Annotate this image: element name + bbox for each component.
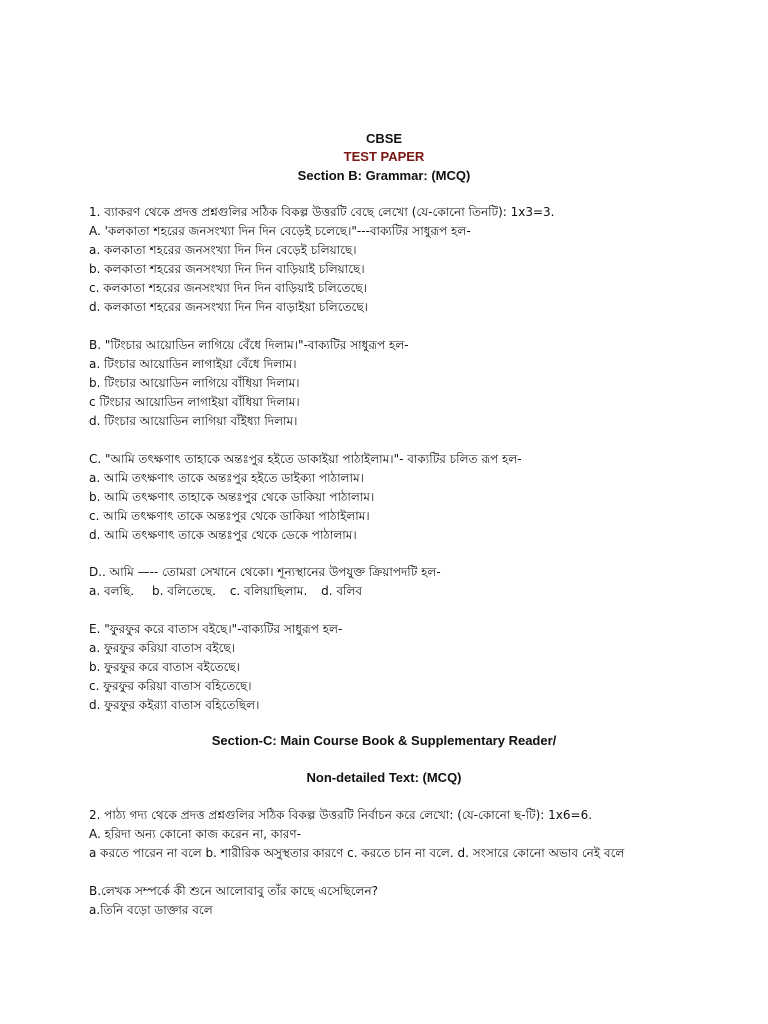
q1-a-option-b: b. কলকাতা শহরের জনসংখ্যা দিন দিন বাড়িয়াই চলিয়াছে। xyxy=(89,262,365,276)
q1-c-option-a: a. আমি তৎক্ষণাৎ তাকে অন্তঃপুর হইতে ডাইক্যা পাঠালাম। xyxy=(89,471,364,485)
question-2-b xyxy=(89,882,749,920)
question-1-intro: 1. ব্যাকরণ থেকে প্রদত্ত প্রশ্নগুলির সঠিক বিকল্প উত্তরটি বেছে লেখো (যে-কোনো তিনটি): 1x3=3. xyxy=(89,205,555,219)
q1-b-option-b: b. টিংচার আয়োডিন লাগিয়ে বাঁধিয়া দিলাম। xyxy=(89,376,300,390)
q1-b-option-d: d. টিংচার আয়োডিন লাগিয়া বাঁইধ্যা দিলাম। xyxy=(89,414,298,428)
header-cbse: CBSE xyxy=(365,131,403,146)
q1-d-question: D.. আমি —-- তোমরা সেখানে থেকো। শূন্যস্থানের উপযুক্ত ক্রিয়াপদটি হল- xyxy=(89,565,441,579)
question-1-c xyxy=(89,450,749,545)
q2-a-question: A. হরিদা অন্য কোনো কাজ করেন না, কারণ- xyxy=(89,827,301,841)
q1-c-question: C. "আমি তৎক্ষণাৎ তাহাকে অন্তঃপুর হইতে ডাকাইয়া পাঠাইলাম।"- বাক্যটির চলিত রূপ হল- xyxy=(89,452,522,466)
q1-a-option-c: c. কলকাতা শহরের জনসংখ্যা দিন দিন বাড়িয়াই চলিতেছে। xyxy=(89,281,367,295)
question-2-intro: 2. পাঠ্য গদ্য থেকে প্রদত্ত প্রশ্নগুলির সঠিক বিকল্প উত্তরটি নির্বাচন করে লেখো: (যে-কোনো ছ-টি): 1x6=6. xyxy=(89,808,593,822)
header-test-paper: TEST PAPER xyxy=(343,149,425,164)
q1-e-option-a: a. ফুরফুর করিয়া বাতাস বইছে। xyxy=(89,641,236,655)
q1-e-option-b: b. ফুরফুর করে বাতাস বইতেছে। xyxy=(89,660,240,674)
q1-a-question: A. 'কলকাতা শহরের জনসংখ্যা দিন দিন বেড়েই চলেছে।"---বাক্যটির সাধুরূপ হল- xyxy=(89,224,471,238)
q1-b-option-a: a. টিংচার আয়োডিন লাগাইয়া বেঁধে দিলাম। xyxy=(89,357,297,371)
q1-b-option-c: c টিংচার আয়োডিন লাগাইয়া বাঁধিয়া দিলাম। xyxy=(89,395,300,409)
question-2 xyxy=(89,806,749,863)
q1-e-option-c: c. ফুরফুর করিয়া বাতাস বহিতেছে। xyxy=(89,679,252,693)
q1-a-option-d: d. কলকাতা শহরের জনসংখ্যা দিন দিন বাড়াইয়া চলিতেছে। xyxy=(89,300,368,314)
question-1-b xyxy=(89,336,749,431)
q1-c-option-c: c. আমি তৎক্ষণাৎ তাকে অন্তঃপুর থেকে ডাকিয়া পাঠাইলাম। xyxy=(89,509,370,523)
section-c-subheading: Non-detailed Text: (MCQ) xyxy=(306,770,462,785)
section-b-heading: Section B: Grammar: (MCQ) xyxy=(297,168,471,183)
q2-a-options: a করতে পারেন না বলে b. শারীরিক অসুস্থতার কারণে c. করতে চান না বলে. d. সংসারে কোনো অভাব নেই বলে xyxy=(89,846,625,860)
q1-d-option-a: a. বলছি. xyxy=(89,584,135,598)
q1-d-option-b: b. বলিতেছে. xyxy=(151,584,216,598)
q2-b-option-a: a.তিনি বড়ো ডাক্তার বলে xyxy=(89,903,213,917)
q1-c-option-d: d. আমি তৎক্ষণাৎ তাকে অন্তঃপুর থেকে ডেকে পাঠালাম। xyxy=(89,528,357,542)
question-1-d xyxy=(89,563,749,601)
q1-c-option-b: b. আমি তৎক্ষণাৎ তাহাকে অন্তঃপুর থেকে ডাকিয়া পাঠালাম। xyxy=(89,490,375,504)
q1-d-option-c: c. বলিয়াছিলাম. xyxy=(229,584,308,598)
q1-b-question: B. "টিংচার আয়োডিন লাগিয়ে বেঁধে দিলাম।"-বাক্যটির সাধুরূপ হল- xyxy=(89,338,409,352)
q2-b-question: B.লেখক সম্পর্কে কী শুনে আলোবাবু তাঁর কাছে এসেছিলেন? xyxy=(89,884,379,898)
q1-d-option-d: d. বলিব xyxy=(321,584,363,598)
q1-e-option-d: d. ফুরফুর কইর‍্যা বাতাস বহিতেছিল। xyxy=(89,698,260,712)
section-c-heading: Section-C: Main Course Book & Supplementary Reader/ xyxy=(211,733,557,748)
q1-e-question: E. "ফুরফুর করে বাতাস বইছে।"-বাক্যটির সাধুরূপ হল- xyxy=(89,622,343,636)
question-1-e xyxy=(89,620,749,715)
q1-d-options xyxy=(89,582,749,601)
q1-a-option-a: a. কলকাতা শহরের জনসংখ্যা দিন দিন বেড়েই চলিয়াছে। xyxy=(89,243,357,257)
question-1 xyxy=(89,203,749,317)
